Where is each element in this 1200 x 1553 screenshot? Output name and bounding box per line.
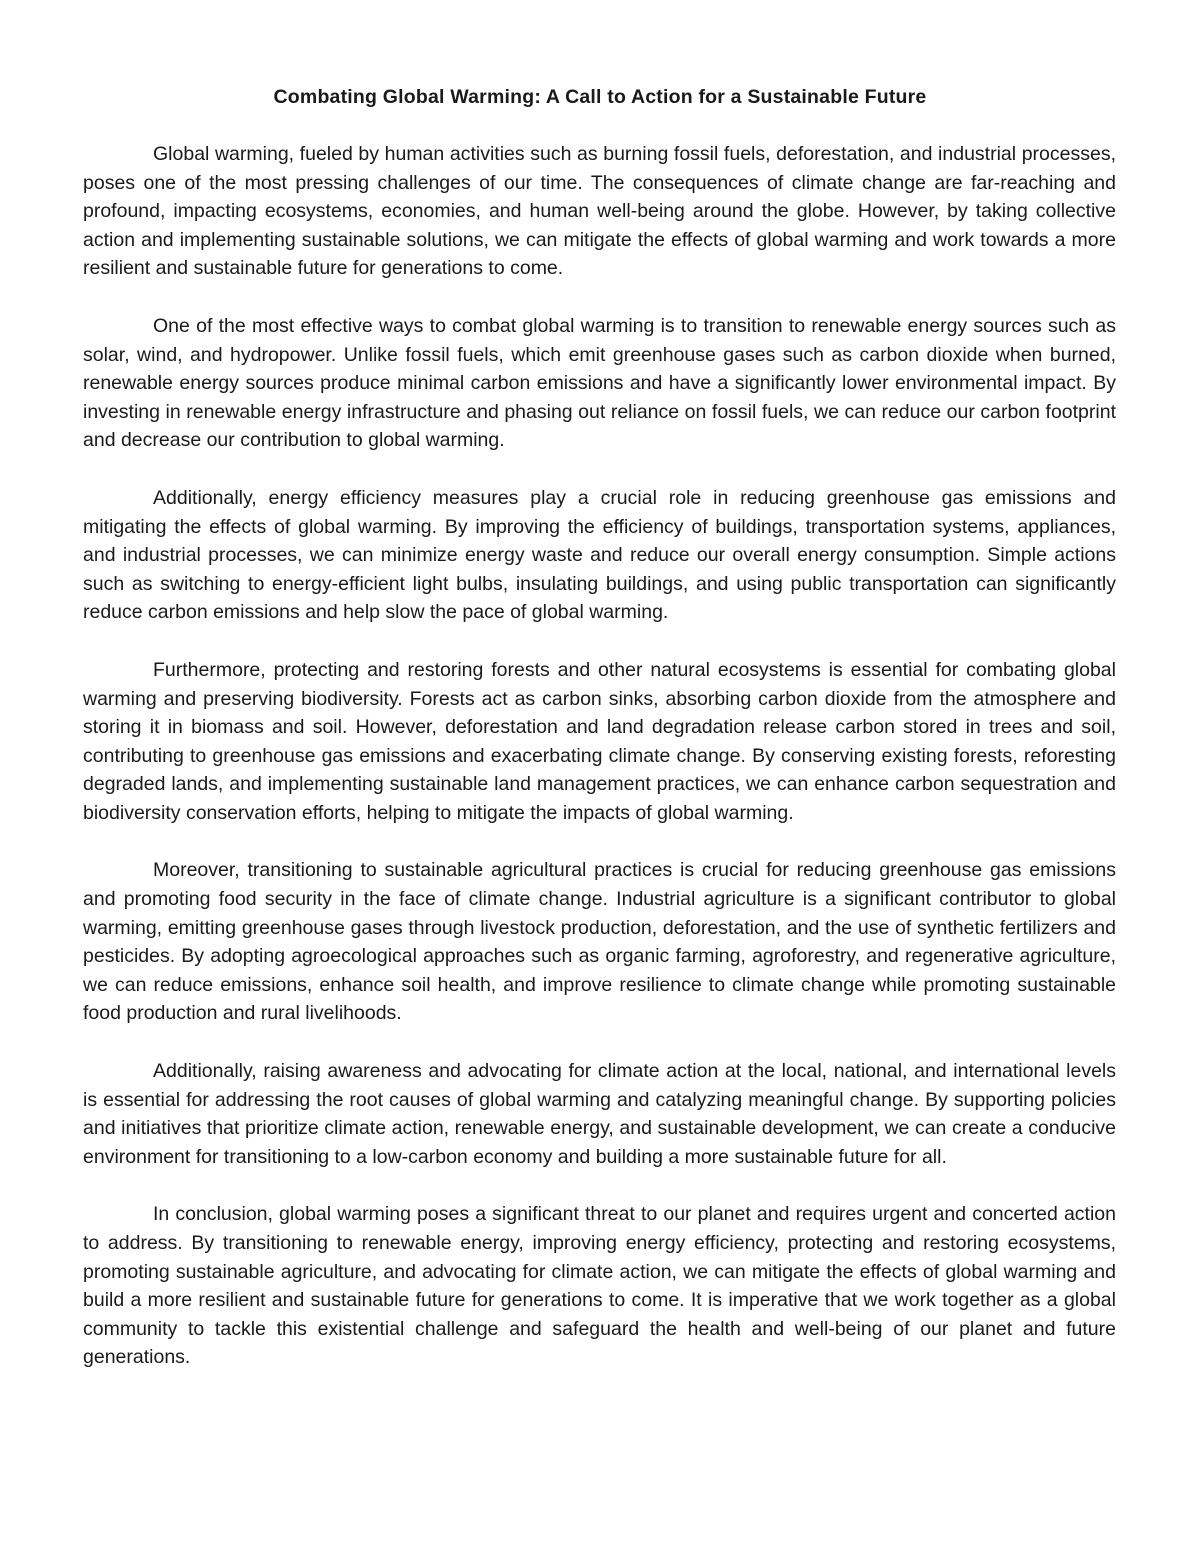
paragraph-conclusion: In conclusion, global warming poses a significant threat to our planet and requires urgent and concerted action to address. By transitioning to renewable energy, improving energy efficiency, protecting and restoring ecosystems, promoting sustainable agriculture, and advocating for climate action, we can mitigate the effects of global warming and build a more resilient and sustainable future for generations to come. It is imperative that we work together as a global community to tackle this existential challenge and safeguard the health and well-being of our planet and future generations. (83, 1203, 1116, 1369)
paragraph-advocacy: Additionally, raising awareness and advocating for climate action at the local, national, and international levels is essential for addressing the root causes of global warming and catalyzing meaningful change. By supporting policies and initiatives that prioritize climate action, renewable energy, and sustainable development, we can create a conducive environment for transitioning to a low-carbon economy and building a more sustainable future for all. (83, 1060, 1116, 1168)
paragraph-forests: Furthermore, protecting and restoring forests and other natural ecosystems is essential for combating global warming and preserving biodiversity. Forests act as carbon sinks, absorbing carbon dioxide from the atmosphere and storing it in biomass and soil. However, deforestation and land degradation release carbon stored in trees and soil, contributing to greenhouse gas emissions and exacerbating climate change. By conserving existing forests, reforesting degraded lands, and implementing sustainable land management practices, we can enhance carbon sequestration and biodiversity conservation efforts, helping to mitigate the impacts of global warming. (83, 658, 1116, 824)
paragraph-intro: Global warming, fueled by human activities such as burning fossil fuels, deforestation, and industrial processes, poses one of the most pressing challenges of our time. The consequences of climate change are far-reaching and profound, impacting ecosystems, economies, and human well-being around the globe. However, by taking collective action and implementing sustainable solutions, we can mitigate the effects of global warming and work towards a more resilient and sustainable future for generations to come. (83, 143, 1116, 280)
paragraph-renewable-energy: One of the most effective ways to combat global warming is to transition to renewable energy sources such as solar, wind, and hydropower. Unlike fossil fuels, which emit greenhouse gases such as carbon dioxide when burned, renewable energy sources produce minimal carbon emissions and have a significantly lower environmental impact. By investing in renewable energy infrastructure and phasing out reliance on fossil fuels, we can reduce our carbon footprint and decrease our contribution to global warming. (83, 314, 1116, 452)
paragraph-agriculture: Moreover, transitioning to sustainable agricultural practices is crucial for reducing greenhouse gas emissions and promoting food security in the face of climate change. Industrial agriculture is a significant contributor to global warming, emitting greenhouse gases through livestock production, deforestation, and the use of synthetic fertilizers and pesticides. By adopting agroecological approaches such as organic farming, agroforestry, and regenerative agriculture, we can reduce emissions, enhance soil health, and improve resilience to climate change while promoting sustainable food production and rural livelihoods. (83, 859, 1116, 1025)
paragraph-energy-efficiency: Additionally, energy efficiency measures play a crucial role in reducing greenhouse gas emissions and mitigating the effects of global warming. By improving the efficiency of buildings, transportation systems, appliances, and industrial processes, we can minimize energy waste and reduce our overall energy consumption. Simple actions such as switching to energy-efficient light bulbs, insulating buildings, and using public transportation can significantly reduce carbon emissions and help slow the pace of global warming. (83, 486, 1116, 624)
document-title: Combating Global Warming: A Call to Action for a Sustainable Future (273, 86, 927, 108)
document-body (83, 140, 1116, 1401)
